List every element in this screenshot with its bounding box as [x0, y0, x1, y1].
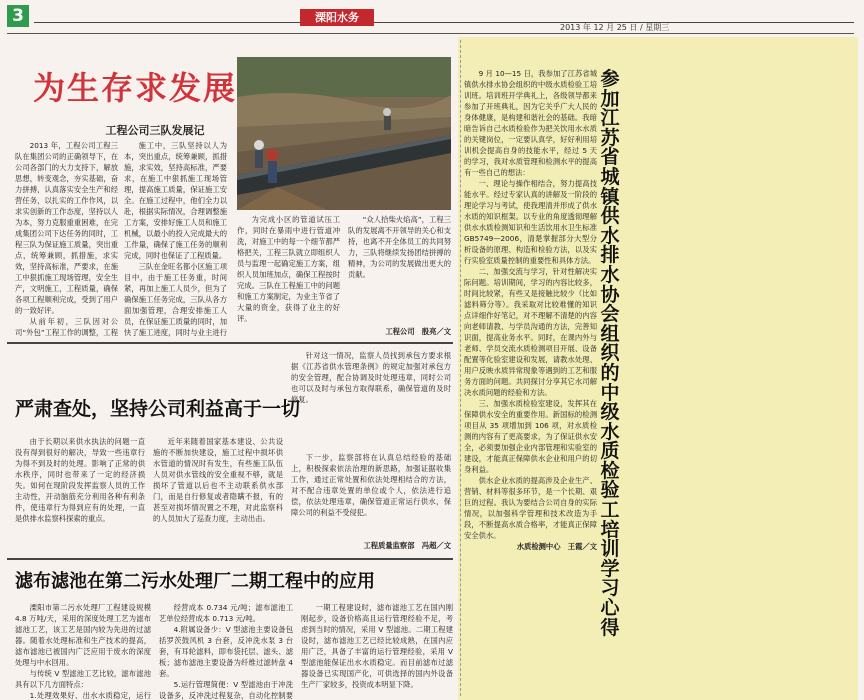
article2-column-2: [153, 436, 283, 554]
article2-paragraph: 下一步，监察部将在认真总结经验的基础上，积极探索依法治理的新思路，加强证据收集工作，通过正常处置和依法处理相结合的方法，对不配合违章处置的单位或个人，依法进行追偿，依法处理违章，确保管道正常运行供水，保障公司的利益不受侵犯。: [291, 453, 451, 517]
article3-title: 滤布滤池在第二污水处理厂二期工程中的应用: [15, 571, 375, 592]
article2-column-1: [15, 436, 145, 554]
sidebar-paragraph: 9 月 10—15 日，我参加了江苏省城镇供水排水协会组织的中级水质检验工培训班。培训班开学典礼上，各级领导都来参加了开班典礼，因为它关乎广大人民的身体健康，是构建和谐社会的基础。我暗暗告诉自己水质检验作为把关饮用水水质的关键岗位，一定要认真学，好好利用培训机会提高自身的技能水平，经过 5 天的学习，我对水质管理和检测水平的提高有一些自己的想法：: [464, 69, 597, 177]
article1-column-2: [124, 140, 227, 338]
page-number: 3: [7, 5, 29, 27]
pipeline-construction-photo: [237, 57, 451, 210]
sidebar-paragraph: 供水企业水质的提高涉及企业生产、营销、材料等很多环节，是一个长期、艰巨的过程。我认为要结合公司自身的实际情况，以加强科学管理和技术改造为手段，不断提高水质合格率，才能真正保障安全供水。: [464, 476, 597, 540]
article3-column-2: [159, 602, 293, 700]
article1-author: 工程公司 殷亮／文: [385, 327, 451, 336]
article-divider: [7, 342, 453, 344]
article3-paragraph: 经营成本 0.734 元/吨；滤布滤池工艺单位经营成本 0.713 元/吨。: [159, 603, 293, 623]
article-divider: [7, 558, 453, 560]
article3-paragraph: 与传统 V 型滤池工艺比较，滤布滤池具有以下几方面特点：: [15, 669, 151, 689]
article1-paragraph: 从前年初，三队因对公司“外包”工程工作的调整，工程: [15, 317, 118, 337]
article2-title: 严肃查处，坚持公司利益高于一切: [15, 398, 301, 420]
article3-paragraph: 一期工程建设时，滤布滤池工艺在国内刚刚起步，设备价格高且运行管理经验不足，考虑到当时的情况，采用 V 型滤池。二期工程建设时，滤布滤池工艺已经比较成熟，在国内应用广泛，具备了丰富的运行管理经验，采用 V 型滤池能保证出水水质稳定。而目前滤布过滤器设备已实现国产化，可供选择的国内外设备生产厂家较多，投资成本明显下降。: [301, 603, 453, 689]
article3-paragraph: 4.附属设备少：V 型滤池主要设备包括罗茨鼓风机 3 台套，反冲洗水泵 3 台套，有耳轮滤料，即布袋托层、滤头、滤板；滤布滤池主要设备为纤维过滤转盘 4 套。: [159, 625, 293, 678]
article2-paragraph: 由于长期以来供水执法的问题一直没有得到很好的解决，导致一些违章行为得不到及时的处理。影响了正常的供水秩序，同时也带来了一定的经济损失。如何在现阶段发挥监察人员的工作主动性，开动脑筋充分利用各种有利条件，使违章行为得到应有的处理，一直是供排水监察科探索的重点。: [15, 437, 145, 523]
article3-column-1: [15, 602, 151, 700]
article3-paragraph: 1.处理效果好、出水水质稳定，运行: [29, 691, 151, 700]
article1-column-1: [15, 140, 118, 338]
article1-title: 为生存求发展: [32, 69, 237, 107]
article2-column-3: [291, 350, 451, 450]
article1-paragraph: 施工中，三队坚持以人为本，突出重点，统筹兼顾，抓措施，求实效，坚持高标准，严要求，在施工中狠抓施工现场管理，提高施工质量，保证施工安全。在施工过程中，他们全力以赴，根据实际情况，合理调整施工方案，安排好施工人员和施工机械，以最小的投入完成最大的工作量，确保了施工任务的顺利完成，同时也保证了工程质量。: [124, 141, 227, 260]
issue-date: 2013 年 12 月 25 日 / 星期三: [560, 23, 670, 32]
article1-subtitle: 工程公司三队发展记: [105, 124, 205, 137]
header-rule: [34, 22, 854, 23]
article2-paragraph: 针对这一情况，监察人员找到承包方要求根据《江苏省供水管理条例》的规定加强对承包方的安全管理，配合协调及时处理违章，同时公司也可以及时与承包方取得联系，确保管道的及时修复。: [291, 351, 451, 404]
header-double-rule: [7, 33, 854, 34]
sidebar-divider: [460, 40, 461, 696]
sidebar-title: 参加江苏省城镇供水排水协会组织的中级水质检验工培训学习心得: [600, 68, 620, 639]
article2-paragraph: 近年来随着国家基本建设、公共设施的不断加快建设，施工过程中损坏供水管道的情况时有发生，有些施工队伍人员对供水管线的安全重视不够，就是损坏了管道以后也不主动联系供水部门，而是自行修复或者隐瞒不报，有的甚至对损坏情况置之不理，对此监察科的人员加大了巡查力度，主动出击。: [153, 437, 283, 523]
sidebar-article-column: [464, 68, 597, 698]
article3-paragraph: 溧阳市第二污水处理厂工程建设规模 4.8 万吨/天，采用的深度处理工艺为滤布滤池工艺，该工艺是国内较为先进的过滤器。随着水处理标准和生产技术的提高，滤布滤池已被国内广泛应用于废水的深度处理与中水回用。: [15, 603, 151, 667]
sidebar-paragraph: 二、加强交流与学习，针对性解决实际问题。培训期间，学习的内容比较多，时间比较紧，有些又是接触比较少（比如滤料筛分等）。我采取对比较难懂的知识点详细作好笔记，对不理解不清楚的内容向老师请教、与学员沟通的方法，完善知识面，提高业务水平。同时，在课内外与老师、学员交流水质检测项目开展、设备配置等化验室建设和发展，请教水处理、用户反映水质异常现象等遇到的工艺和服务方面的问题。共同探讨分享其它水司解决水质问题的经验和方法。: [464, 267, 597, 397]
article2-author: 工程质量监察部 冯超／文: [363, 541, 451, 550]
article1-paragraph: 为完成小区的管道试压工作，同时在暴雨中进行管道冲洗，对施工中的每一个细节都严格把关，工程三队就立即组织人员与监理一起确定施工方案，组织人员加班加点，确保工程按时完成。三队在工程施工中的问题和施工方案制定，为业主节省了大量的资金，获得了业主的好评。: [237, 215, 340, 323]
sidebar-paragraph: 三、加强水质检验室建设，发挥其在保障供水安全的重要作用。新国标的检测项目从 35 项增加到 106 项，对水质检测的内容有了更高要求，为了保证供水安全，必须要加强企业内部管理和实验室的建设，才能真正保障供水企业和用户的切身利益。: [464, 399, 597, 474]
section-banner: 溧阳水务: [300, 9, 374, 26]
article2-column-4: [291, 452, 451, 540]
sidebar-author: 水质检测中心 王霞／文: [516, 542, 597, 551]
article1-column-3: [237, 214, 340, 338]
article3-paragraph: 5.运行管理简便：V 型滤池由于冲洗设备多，反冲洗过程复杂，自动化控制要: [159, 680, 293, 700]
article1-paragraph: 2013 年，工程公司工程三队在集团公司的正确领导下，在公司各部门的大力支持下，解放思想，转变观念，夯实基础，奋力拼搏，认真落实安全生产和经营任务，以扎实的工作作风，以求实创新的工作态度，坚持以人为本，努力克服重重困难，在完成集团公司下达任务的同时，工程三队为保证施工质量，突出重点，统筹兼顾，抓措施，求实效，坚持高标准，严要求，在施工中狠抓施工现场管理，安全生产，文明施工，工程质量，确保各项工程顺利完成，受到了用户的一致好评。: [15, 141, 118, 315]
article3-column-3: [301, 602, 453, 700]
sidebar-paragraph: 一、理论与操作相结合，努力提高技能水平。经过专家认真的讲解及一阶段的理论学习与考试，使我理清并形成了供水水质的知识框架。以专业的角度透彻理解供水水质检测知识和生活饮用水卫生标准 GB5749—2006，清楚掌握部分大型分析设备的原理、构造和检验方法，以及实行实验室质量控制的重要性和具体方法。: [464, 179, 597, 265]
article1-column-4: [348, 214, 451, 326]
article1-paragraph: “众人拾柴火焰高”，工程三队的发展离不开领导的关心和支持，也离不开全体员工的共同努力，三队将继续发扬团结拼搏的精神，为公司的发展做出更大的贡献。: [348, 215, 451, 279]
article1-paragraph: 三队在金旺名都小区施工项目中，由于施工任务重，时间紧，再加上施工人员少，但为了确保施工任务完成，三队从各方面加强管理，合理安排施工人员，在保证施工质量的同时，加快了施工进度，同时与业主进行: [124, 262, 227, 337]
